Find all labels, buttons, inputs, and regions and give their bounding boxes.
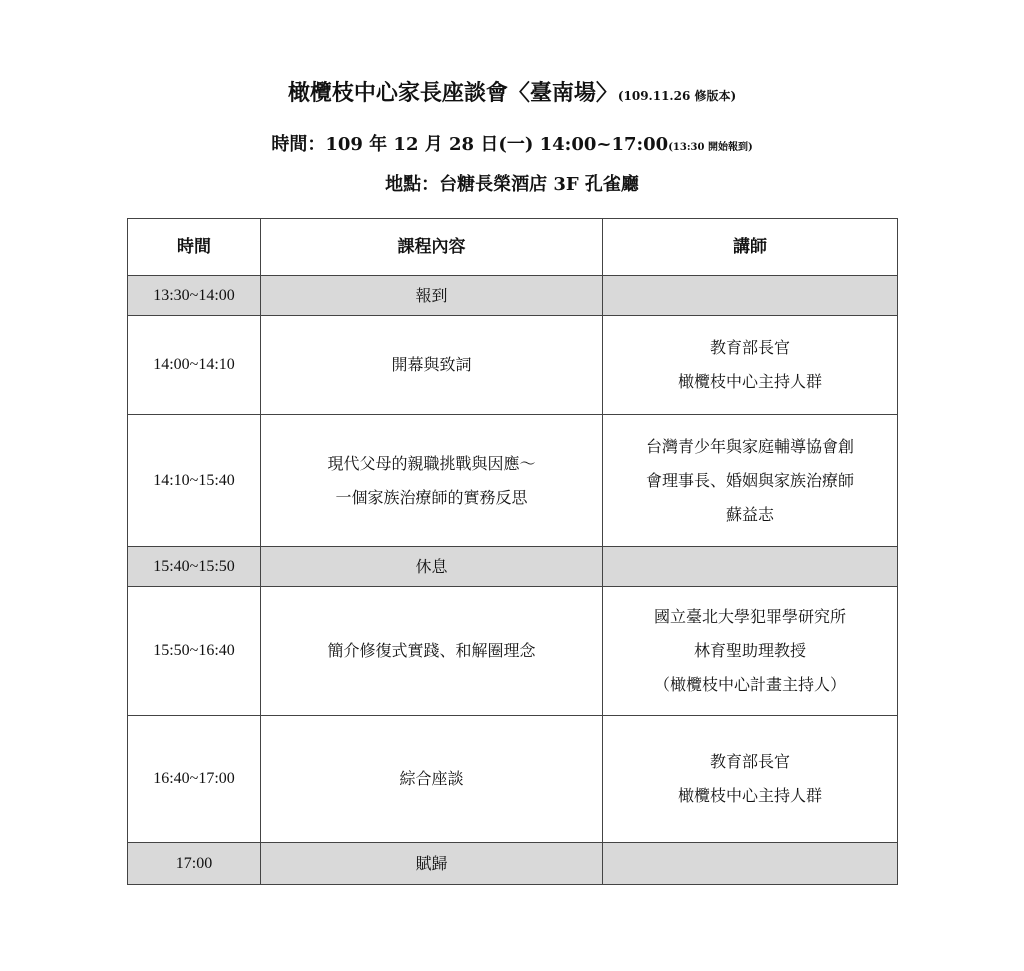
lecturer-line: 教育部長官 <box>709 338 790 357</box>
event-time <box>0 132 1024 161</box>
row-course <box>261 415 603 547</box>
table-row <box>128 843 898 885</box>
row-course: 開幕與致詞 <box>261 316 603 415</box>
row-time: 15:40~15:50 <box>128 547 261 587</box>
row-time: 14:00~14:10 <box>128 316 261 415</box>
header-lecturer: 講師 <box>603 219 898 276</box>
table-row <box>128 587 898 716</box>
lecturer-line: 蘇益志 <box>725 504 774 524</box>
course-line: 現代父母的親職挑戰與因應～ <box>327 453 536 473</box>
row-course: 休息 <box>261 547 603 587</box>
row-lecturer <box>603 587 898 716</box>
version-note: (109.11.26 修版本) <box>617 89 737 103</box>
header-course: 課程內容 <box>261 219 603 276</box>
row-time: 15:50~16:40 <box>128 587 261 716</box>
time-note: (13:30 開始報到) <box>668 142 753 153</box>
row-lecturer <box>603 547 898 587</box>
row-time: 17:00 <box>128 843 261 885</box>
lecturer-line: 會理事長、婚姻與家族治療師 <box>645 470 854 490</box>
lecturer-line: 林育聖助理教授 <box>693 641 806 660</box>
lecturer-line: （橄欖枝中心計畫主持人） <box>653 675 846 694</box>
row-lecturer <box>603 843 898 885</box>
row-course: 報到 <box>261 276 603 316</box>
lecturer-line: 國立臺北大學犯罪學研究所 <box>653 607 846 626</box>
table-row <box>128 547 898 587</box>
row-time: 16:40~17:00 <box>128 716 261 843</box>
schedule-table <box>127 218 898 885</box>
table-row <box>128 316 898 415</box>
row-lecturer <box>603 316 898 415</box>
title-text: 橄欖枝中心家長座談會〈臺南場〉 <box>287 80 618 106</box>
lecturer-line: 教育部長官 <box>709 752 790 771</box>
row-lecturer <box>603 415 898 547</box>
row-course: 綜合座談 <box>261 716 603 843</box>
lecturer-line: 橄欖枝中心主持人群 <box>677 786 822 805</box>
page-title <box>0 78 1024 111</box>
row-time: 14:10~15:40 <box>128 415 261 547</box>
row-lecturer <box>603 716 898 843</box>
row-time: 13:30~14:00 <box>128 276 261 316</box>
lecturer-line: 台灣青少年與家庭輔導協會創 <box>645 436 854 456</box>
event-venue: 地點：台糖長榮酒店 3F 孔雀廳 <box>385 174 639 195</box>
row-course: 賦歸 <box>261 843 603 885</box>
lecturer-line: 橄欖枝中心主持人群 <box>677 372 822 391</box>
row-course: 簡介修復式實踐、和解圈理念 <box>261 587 603 716</box>
table-header-row <box>128 219 898 276</box>
header-time: 時間 <box>128 219 261 276</box>
time-line: 時間：109 年 12 月 28 日(一) 14:00~17:00 <box>271 134 669 155</box>
table-row <box>128 716 898 843</box>
table-row <box>128 415 898 547</box>
course-line: 一個家族治療師的實務反思 <box>335 487 528 507</box>
row-lecturer <box>603 276 898 316</box>
table-row <box>128 276 898 316</box>
